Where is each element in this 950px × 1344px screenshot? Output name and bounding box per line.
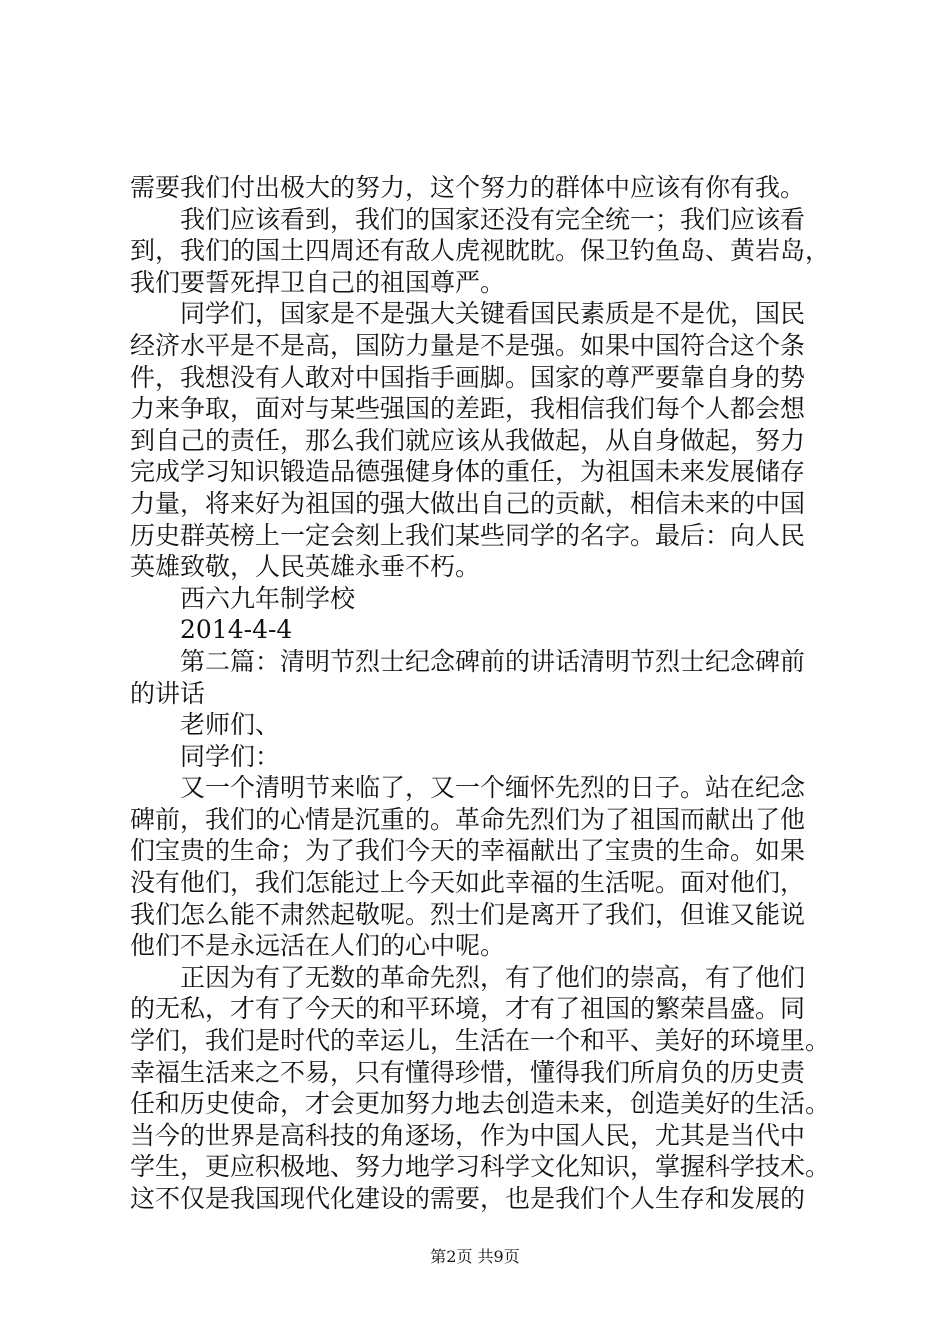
text-line: 完成学习知识锻造品德强健身体的重任，为祖国未来发展储存	[130, 457, 806, 487]
text-line: 学们，我们是时代的幸运儿，生活在一个和平、美好的环境里。	[130, 1026, 831, 1056]
document-body	[130, 172, 830, 1215]
text-line: 这不仅是我国现代化建设的需要，也是我们个人生存和发展的	[130, 1184, 806, 1213]
text-line: 到，我们的国土四周还有敌人虎视眈眈。保卫钓鱼岛、黄岩岛，	[130, 236, 831, 266]
text-line: 的讲话	[130, 678, 206, 708]
text-line: 他们不是永远活在人们的心中呢。	[130, 931, 506, 961]
text-line: 到自己的责任，那么我们就应该从我做起，从自身做起，努力	[130, 425, 806, 455]
text-line: 我们怎么能不肃然起敬呢。烈士们是离开了我们，但谁又能说	[130, 899, 806, 929]
text-line: 2014-4-4	[180, 615, 293, 645]
text-line: 当今的世界是高科技的角逐场，作为中国人民，尤其是当代中	[130, 1120, 806, 1150]
text-line: 同学们，国家是不是强大关键看国民素质是不是优，国民	[180, 299, 806, 329]
text-line: 我们应该看到，我们的国家还没有完全统一；我们应该看	[180, 204, 806, 234]
text-line: 们宝贵的生命；为了我们今天的幸福献出了宝贵的生命。如果	[130, 836, 806, 866]
text-line: 同学们：	[180, 741, 281, 771]
text-line: 第二篇：清明节烈士纪念碑前的讲话清明节烈士纪念碑前	[180, 646, 806, 676]
text-line: 碑前，我们的心情是沉重的。革命先烈们为了祖国而献出了他	[130, 804, 806, 834]
text-line: 幸福生活来之不易，只有懂得珍惜，懂得我们所肩负的历史责	[130, 1057, 806, 1087]
text-line: 历史群英榜上一定会刻上我们某些同学的名字。最后：向人民	[130, 520, 806, 550]
text-line: 力量，将来好为祖国的强大做出自己的贡献，相信未来的中国	[130, 488, 806, 518]
text-line: 需要我们付出极大的努力，这个努力的群体中应该有你有我。	[130, 173, 806, 202]
text-line: 学生，更应积极地、努力地学习科学文化知识，掌握科学技术。	[130, 1152, 831, 1182]
page-footer: 第2页 共9页	[430, 1247, 520, 1266]
text-line: 又一个清明节来临了，又一个缅怀先烈的日子。站在纪念	[180, 773, 806, 803]
text-line: 没有他们，我们怎能过上今天如此幸福的生活呢。面对他们，	[130, 868, 806, 898]
text-line: 正因为有了无数的革命先烈，有了他们的崇高，有了他们	[180, 962, 806, 992]
text-line: 件，我想没有人敢对中国指手画脚。国家的尊严要靠自身的势	[130, 362, 806, 392]
text-line: 西六九年制学校	[180, 583, 356, 613]
text-line: 力来争取，面对与某些强国的差距，我相信我们每个人都会想	[130, 394, 806, 424]
text-line: 老师们、	[180, 710, 281, 740]
text-line: 任和历史使命，才会更加努力地去创造未来，创造美好的生活。	[130, 1089, 831, 1119]
text-line: 的无私，才有了今天的和平环境，才有了祖国的繁荣昌盛。同	[130, 994, 806, 1024]
text-line: 英雄致敬，人民英雄永垂不朽。	[130, 552, 481, 582]
text-line: 经济水平是不是高，国防力量是不是强。如果中国符合这个条	[130, 330, 806, 360]
text-line: 我们要誓死捍卫自己的祖国尊严。	[130, 267, 506, 297]
